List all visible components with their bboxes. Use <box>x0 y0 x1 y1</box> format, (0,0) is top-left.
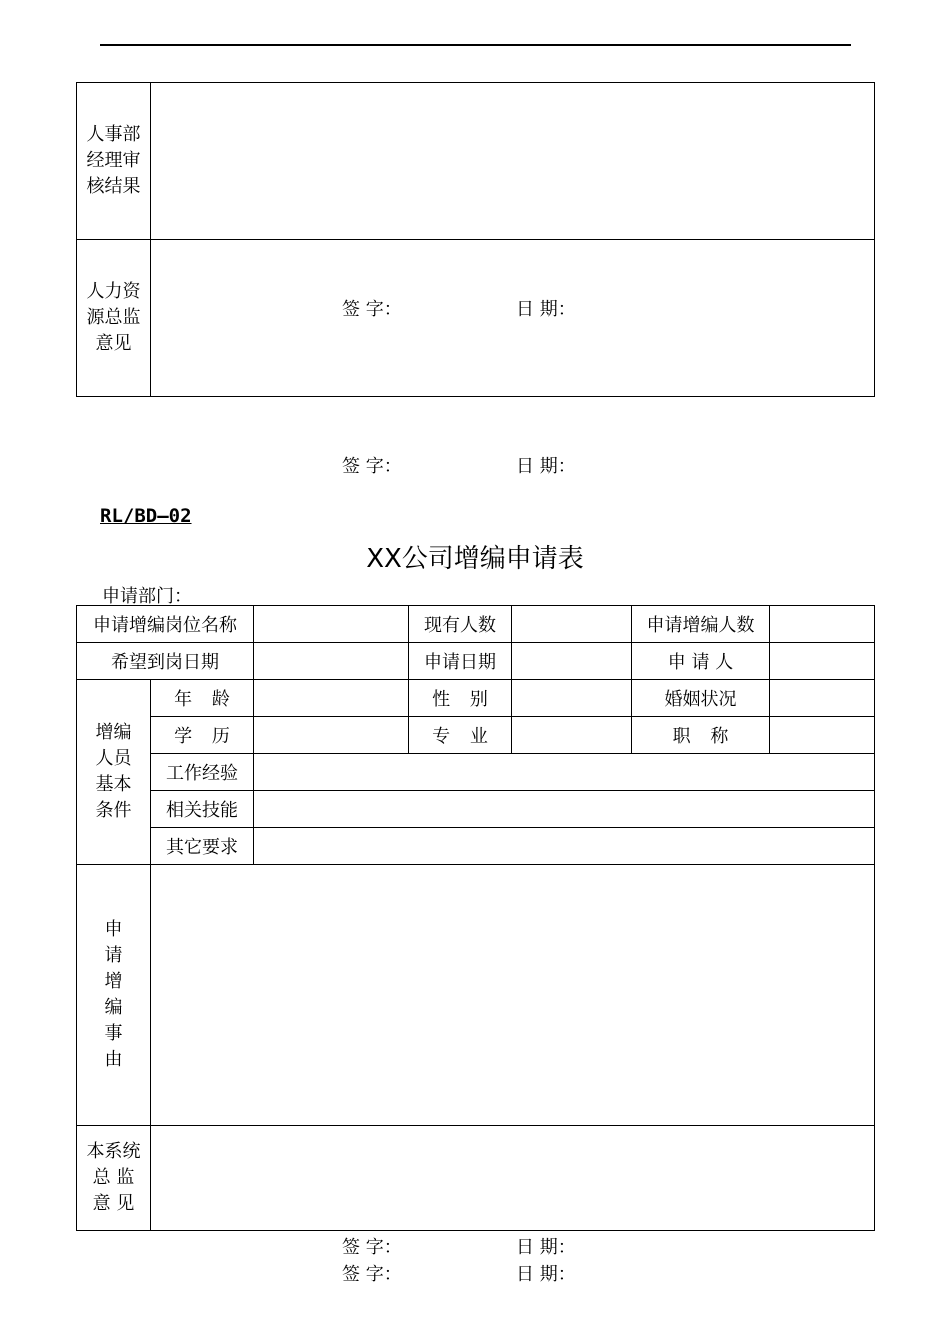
row-skills <box>77 791 875 828</box>
gender-label: 性 别 <box>409 680 512 717</box>
arrival-date-label: 希望到岗日期 <box>77 643 254 680</box>
major-field[interactable] <box>512 717 632 754</box>
professional-title-field[interactable] <box>770 717 875 754</box>
hr-manager-review-label: 人事部 经理审 核结果 <box>77 83 151 240</box>
header-rule <box>100 44 851 46</box>
sign-label: 签 字： <box>342 1264 402 1285</box>
skills-field[interactable] <box>254 791 875 828</box>
position-name-field[interactable] <box>254 606 409 643</box>
skills-label: 相关技能 <box>151 791 254 828</box>
row-experience <box>77 754 875 791</box>
date-label: 日 期： <box>516 1237 576 1258</box>
row-education-major-title <box>77 717 875 754</box>
staff-increase-form <box>76 605 875 1285</box>
marital-status-label: 婚姻状况 <box>632 680 770 717</box>
experience-field[interactable] <box>254 754 875 791</box>
marital-status-field[interactable] <box>770 680 875 717</box>
experience-label: 工作经验 <box>151 754 254 791</box>
row-other-requirements <box>77 828 875 865</box>
sign-label: 签 字： <box>342 456 402 477</box>
reason-label: 申 请 增 编 事 由 <box>77 865 151 1126</box>
department-label: 申请部门： <box>102 586 192 607</box>
requested-count-field[interactable] <box>770 606 875 643</box>
apply-date-label: 申请日期 <box>409 643 512 680</box>
date-label: 日 期： <box>516 1264 576 1285</box>
current-count-label: 现有人数 <box>409 606 512 643</box>
form-title: XX公司增编申请表 <box>366 544 584 574</box>
hr-manager-review-field[interactable] <box>151 83 875 320</box>
age-field[interactable] <box>254 680 409 717</box>
gender-field[interactable] <box>512 680 632 717</box>
education-label: 学 历 <box>151 717 254 754</box>
document-code: RL/BD—02 <box>100 505 192 527</box>
row-age-gender-marital <box>77 680 875 717</box>
professional-title-label: 职 称 <box>632 717 770 754</box>
basic-requirements-label: 增编 人员 基本 条件 <box>77 680 151 865</box>
date-label: 日 期： <box>516 299 576 320</box>
hr-director-opinion-row <box>77 240 875 397</box>
sign-label: 签 字： <box>342 299 402 320</box>
education-field[interactable] <box>254 717 409 754</box>
hr-manager-review-row <box>77 83 875 240</box>
row-position <box>77 606 875 643</box>
arrival-date-field[interactable] <box>254 643 409 680</box>
row-dates <box>77 643 875 680</box>
applicant-label: 申 请 人 <box>632 643 770 680</box>
age-label: 年 龄 <box>151 680 254 717</box>
top-approval-table <box>76 82 875 477</box>
applicant-field[interactable] <box>770 643 875 680</box>
hr-director-opinion-field[interactable] <box>151 240 875 477</box>
date-label: 日 期： <box>516 456 576 477</box>
other-requirements-label: 其它要求 <box>151 828 254 865</box>
row-director-opinion <box>77 1126 875 1231</box>
sign-label: 签 字： <box>342 1237 402 1258</box>
requested-count-label: 申请增编人数 <box>632 606 770 643</box>
other-requirements-field[interactable] <box>254 828 875 865</box>
position-name-label: 申请增编岗位名称 <box>77 606 254 643</box>
major-label: 专 业 <box>409 717 512 754</box>
current-count-field[interactable] <box>512 606 632 643</box>
director-opinion-label: 本系统 总 监 意 见 <box>77 1126 151 1231</box>
reason-field[interactable] <box>151 865 875 1258</box>
director-opinion-field[interactable] <box>151 1126 875 1285</box>
row-reason <box>77 865 875 1126</box>
apply-date-field[interactable] <box>512 643 632 680</box>
hr-director-opinion-label: 人力资 源总监 意见 <box>77 240 151 397</box>
